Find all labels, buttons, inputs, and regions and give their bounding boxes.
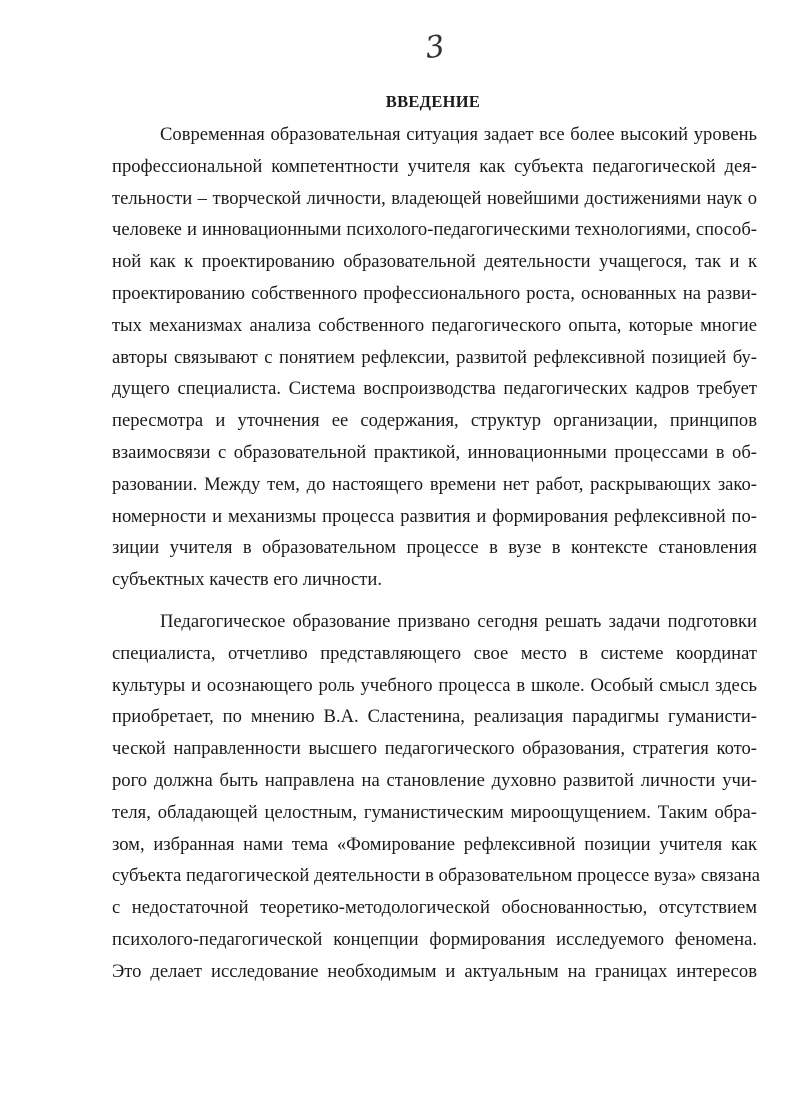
text-line: зом, избранная нами тема «Фомирование рефлексивной позиции учителя как bbox=[112, 833, 757, 855]
text-line: авторы связывают с понятием рефлексии, развитой рефлексивной позицией бу- bbox=[112, 346, 757, 368]
paragraph-1 bbox=[112, 119, 757, 596]
paragraph-2 bbox=[112, 606, 761, 988]
text-line: Это делает исследование необходимым и актуальным на границах интересов bbox=[112, 960, 757, 982]
text-line: Современная образовательная ситуация задает все более высокий уровень bbox=[160, 124, 757, 145]
text-line: разовании. Между тем, до настоящего времени нет работ, раскрывающих зако- bbox=[112, 473, 757, 495]
body-text bbox=[112, 119, 761, 988]
text-line: тых механизмах анализа собственного педагогического опыта, которые многие bbox=[112, 314, 757, 336]
paragraph-gap bbox=[112, 596, 757, 606]
text-line: культуры и осознающего роль учебного процесса в школе. Особый смысл здесь bbox=[112, 674, 757, 696]
text-line: ной как к проектированию образовательной деятельности учащегося, так и к bbox=[112, 251, 757, 273]
text-line: взаимосвязи с образовательной практикой, инновационными процессами в об- bbox=[112, 441, 757, 463]
text-line: с недостаточной теоретико-методологической обоснованностью, отсутствием bbox=[112, 897, 757, 919]
text-line: человеке и инновационными психолого-педагогическими технологиями, способ- bbox=[112, 219, 757, 241]
text-line: проектированию собственного профессионального роста, основанных на разви- bbox=[112, 282, 757, 304]
text-line: субъектных качеств его личности. bbox=[112, 569, 382, 591]
text-line: ческой направленности высшего педагогического образования, стратегия кото- bbox=[112, 738, 757, 760]
section-heading: ВВЕДЕНИЕ bbox=[385, 92, 481, 111]
text-line: специалиста, отчетливо представляющего свое место в системе координат bbox=[112, 642, 757, 664]
text-line: теля, обладающей целостным, гуманистическим мироощущением. Таким обра- bbox=[112, 801, 757, 823]
text-line: пересмотра и уточнения ее содержания, структур организации, принципов bbox=[112, 410, 757, 432]
page-number: 3 bbox=[423, 28, 447, 67]
text-line: рого должна быть направлена на становление духовно развитой личности учи- bbox=[112, 769, 757, 791]
text-line: дущего специалиста. Система воспроизводства педагогических кадров требует bbox=[112, 378, 757, 400]
text-line: тельности – творческой личности, владеющей новейшими достижениями наук о bbox=[112, 187, 757, 209]
text-line: зиции учителя в образовательном процессе в вузе в контексте становления bbox=[112, 537, 757, 559]
text-line: психолого-педагогической концепции формирования исследуемого феномена. bbox=[112, 928, 757, 950]
text-line: профессиональной компетентности учителя как субъекта педагогической дея- bbox=[112, 155, 757, 177]
text-line: субъекта педагогической деятельности в образовательном процессе вуза» связана bbox=[112, 865, 761, 887]
text-line: приобретает, по мнению В.А. Сластенина, реализация парадигмы гуманисти- bbox=[112, 706, 757, 728]
text-line: Педагогическое образование призвано сегодня решать задачи подготовки bbox=[160, 610, 757, 632]
text-line: номерности и механизмы процесса развития и формирования рефлексивной по- bbox=[112, 505, 757, 527]
